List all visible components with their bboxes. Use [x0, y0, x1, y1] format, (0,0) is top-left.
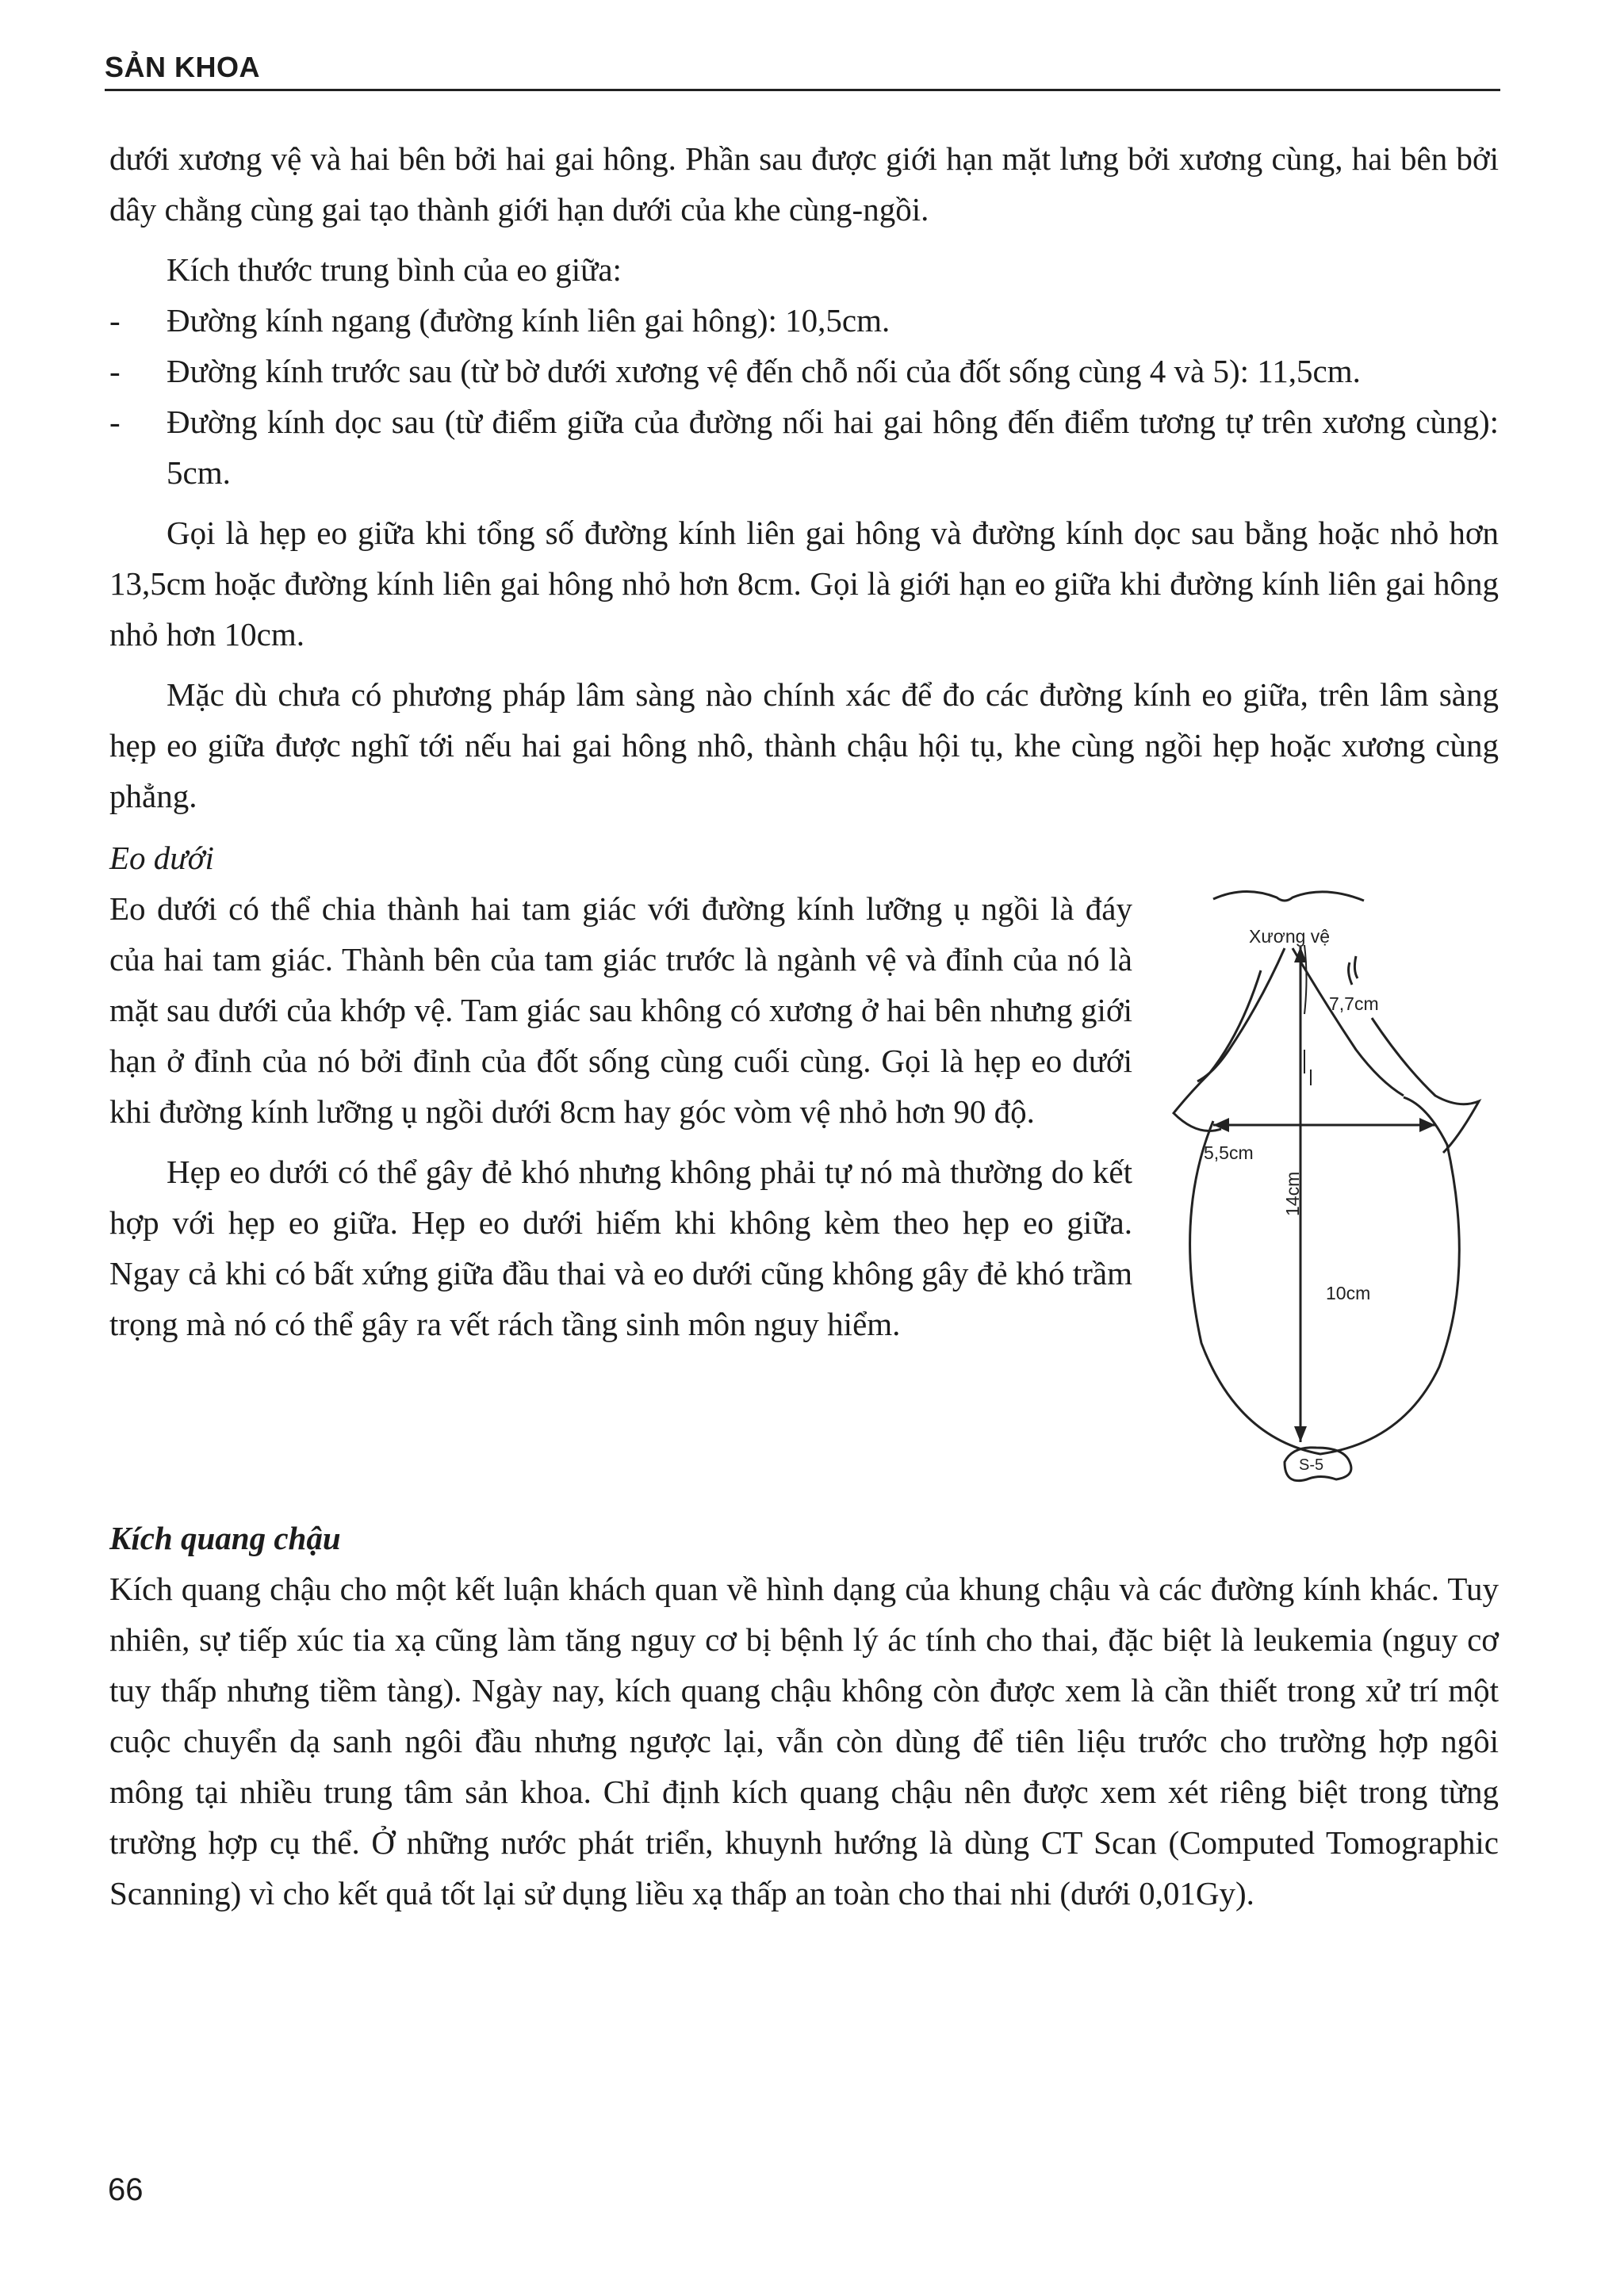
list-item: - Đường kính dọc sau (từ điểm giữa của đường nối hai gai hông đến điểm tương tự trên xương cùng): 5cm. — [109, 404, 1499, 491]
label-5-5cm: 5,5cm — [1204, 1142, 1254, 1163]
paragraph-clinical: Mặc dù chưa có phương pháp lâm sàng nào chính xác để đo các đường kính eo giữa, trên lâm sàng hẹp eo giữa được nghĩ tới nếu hai gai hông nhô, thành chậu hội tụ, khe cùng ngồi hẹp hoặc xương cùng phẳng. — [109, 676, 1499, 814]
pubis-inner — [1304, 945, 1307, 1014]
paragraph-eo-duoi-1: Eo dưới có thể chia thành hai tam giác với đường kính lưỡng ụ ngồi là đáy của hai tam giác. Thành bên của tam giác trước là ngành vệ và đỉnh của nó là mặt sau dưới của khớp vệ. Tam giác sau không có xương ở hai bên nhưng giới hạn ở đỉnh của nó bởi đỉnh của đốt sống cùng cuối cùng. Gọi là hẹp eo dưới khi đường kính lưỡng ụ ngồi dưới 8cm hay góc vòm vệ nhỏ hơn 90 độ. — [109, 890, 1132, 1130]
page-number: 66 — [108, 2172, 144, 2207]
eo-duoi-section — [109, 883, 1499, 1502]
label-10cm: 10cm — [1326, 1283, 1371, 1303]
list-item-text: Đường kính ngang (đường kính liên gai hông): 10,5cm. — [167, 302, 891, 339]
paragraph-narrow-midpelvis: Gọi là hẹp eo giữa khi tổng số đường kính liên gai hông và đường kính dọc sau bằng hoặc nhỏ hơn 13,5cm hoặc đường kính liên gai hông nhỏ hơn 8cm. Gọi là giới hạn eo giữa khi đường kính liên gai hông nhỏ hơn 10cm. — [109, 515, 1499, 652]
pelvic-outlet-diagram — [1166, 883, 1499, 1502]
list-item: - Đường kính ngang (đường kính liên gai hông): 10,5cm. — [109, 302, 891, 339]
label-pubis: Xương vệ — [1249, 926, 1331, 947]
label-s5: S-5 — [1299, 1456, 1324, 1474]
label-7-7cm: 7,7cm — [1329, 993, 1379, 1014]
list-item: - Đường kính trước sau (từ bờ dưới xương vệ đến chỗ nối của đốt sống cùng 4 và 5): 11,5cm. — [109, 353, 1361, 389]
eo-duoi-text — [109, 883, 1132, 1502]
arrow-bottom — [1294, 1426, 1307, 1442]
left-ischium — [1174, 970, 1261, 1131]
list-item-text: Đường kính trước sau (từ bờ dưới xương vệ đến chỗ nối của đốt sống cùng 4 và 5): 11,5cm. — [167, 353, 1361, 389]
pelvic-outlet-figure — [1166, 883, 1499, 1502]
pubic-arch-line — [1213, 891, 1364, 901]
paragraph-kich-quang-chau: Kích quang chậu cho một kết luận khách quan về hình dạng của khung chậu và các đường kính khác. Tuy nhiên, sự tiếp xúc tia xạ cũng làm tăng nguy cơ bị bệnh lý ác tính cho thai, đặc biệt là leukemia (nguy cơ tuy thấp nhưng tiềm tàng). Ngày nay, kích quang chậu không còn được xem là cần thiết trong xử trí một cuộc chuyển dạ sanh ngôi đầu nhưng ngược lại, vẫn còn dùng để tiên liệu trước cho trường hợp ngôi mông tại nhiều trung tâm sản khoa. Chỉ định kích quang chậu nên được xem xét riêng biệt trong từng trường hợp cụ thể. Ở những nước phát triển, khuynh hướng là dùng CT Scan (Computed Tomographic Scanning) vì cho kết quả tốt lại sử dụng liều xạ thấp an toàn cho thai nhi (dưới 0,01Gy). — [109, 1571, 1499, 1911]
left-ramus — [1197, 948, 1285, 1081]
running-header: SẢN KHOA — [105, 51, 261, 83]
section-heading-eo-duoi: Eo dưới — [109, 840, 214, 876]
paragraph-eo-duoi-2: Hẹp eo dưới có thể gây đẻ khó nhưng không phải tự nó mà thường do kết hợp với hẹp eo giữa. Hẹp eo dưới hiếm khi không kèm theo hẹp eo giữa. Ngay cả khi có bất xứng giữa đầu thai và eo dưới cũng không gây đẻ khó trầm trọng mà nó có thể gây ra vết rách tầng sinh môn nguy hiểm. — [109, 1154, 1132, 1342]
label-14cm: 14cm — [1282, 1171, 1303, 1216]
paragraph-continued: dưới xương vệ và hai bên bởi hai gai hông. Phần sau được giới hạn mặt lưng bởi xương cùng, hai bên bởi dây chằng cùng gai tạo thành giới hạn dưới của khe cùng-ngồi. — [109, 140, 1499, 228]
page-body — [109, 133, 1499, 1919]
diameter-list — [109, 295, 1499, 498]
right-spine-marks — [1349, 956, 1358, 985]
list-item-text: Đường kính dọc sau (từ điểm giữa của đường nối hai gai hông đến điểm tương tự trên xương cùng): 5cm. — [167, 404, 1499, 491]
paragraph-mean-sizes: Kích thước trung bình của eo giữa: — [167, 251, 622, 288]
section-heading-kich-quang-chau: Kích quang chậu — [109, 1520, 341, 1556]
header-rule — [105, 89, 1500, 91]
